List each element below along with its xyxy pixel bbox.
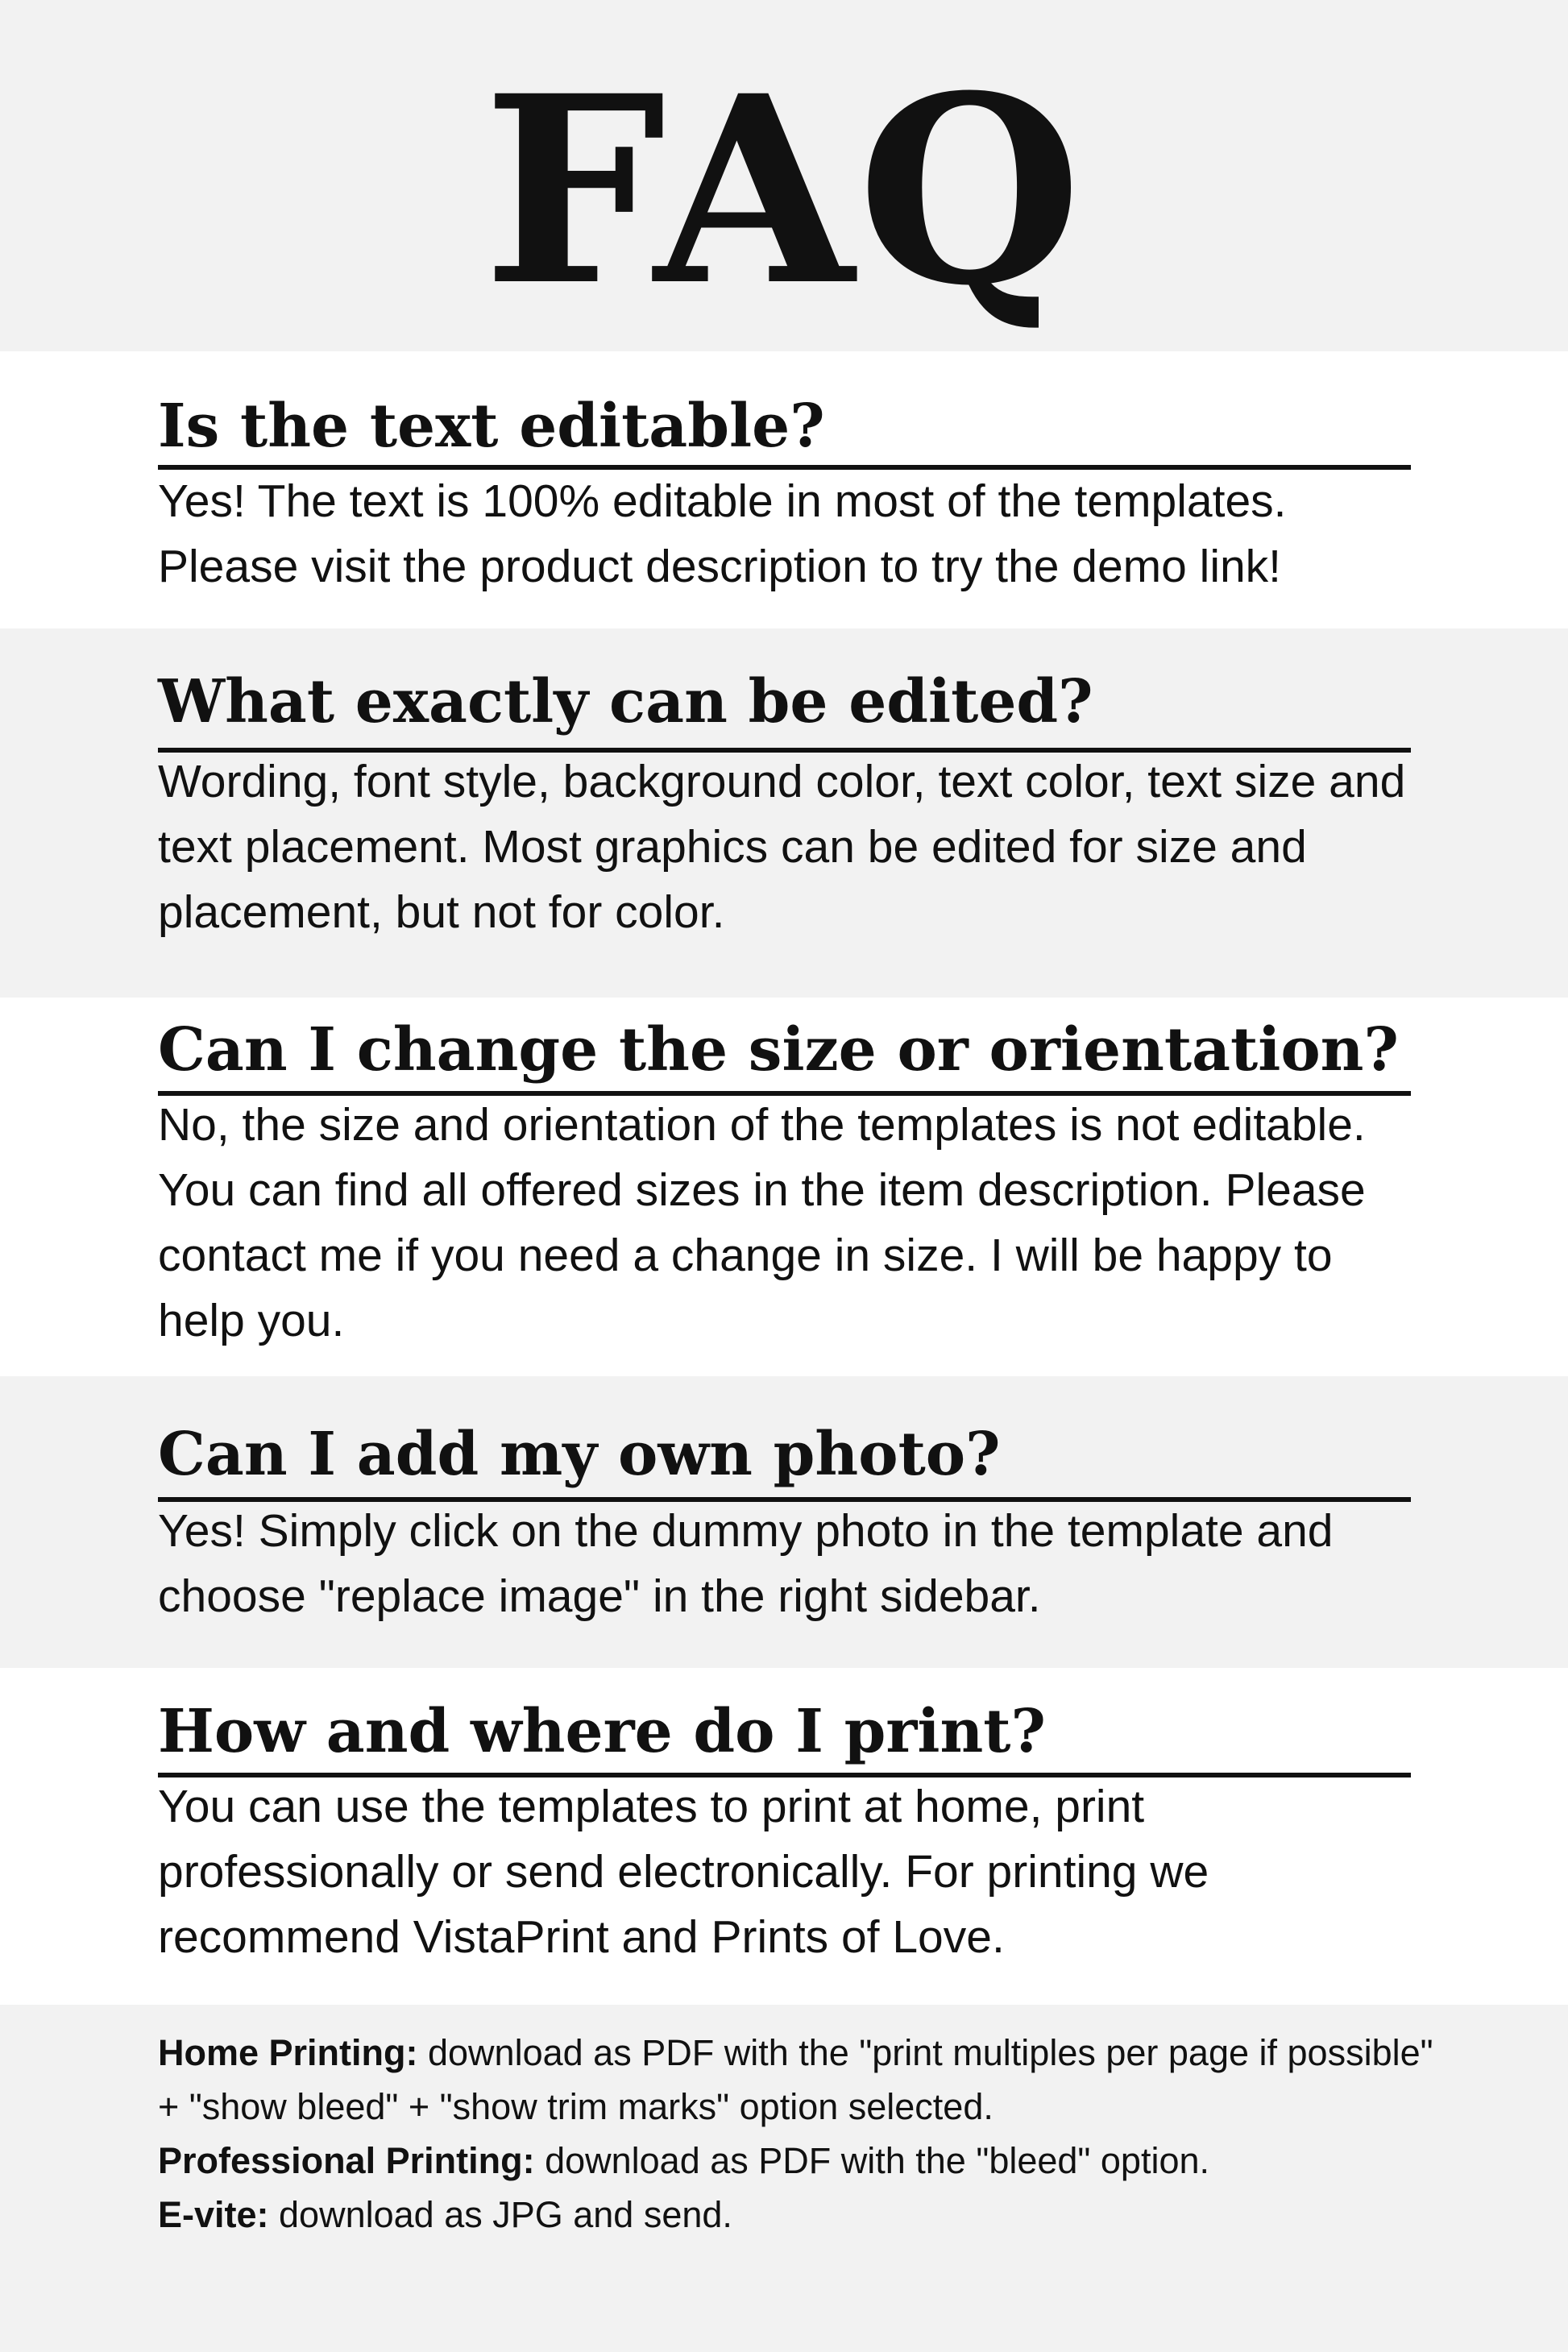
faq-question: Can I add my own photo? xyxy=(158,1420,1001,1489)
faq-answer: Wording, font style, background color, text color, text size and text placement. Most graphics can be edited for size and placement, but not for color. xyxy=(158,756,1406,938)
faq-answer: Yes! Simply click on the dummy photo in the template and choose "replace image" in the right sidebar. xyxy=(158,1505,1334,1622)
note-e-vite xyxy=(158,2188,1447,2242)
page-title: FAQ xyxy=(483,40,1085,342)
note-label: Home Printing: xyxy=(158,2032,418,2073)
faq-answer: No, the size and orientation of the templates is not editable. You can find all offered sizes in the item description. Please contact me if you need a change in size. I will be happy to help you. xyxy=(158,1099,1366,1346)
faq-answer: You can use the templates to print at home, print professionally or send electronically. For printing we recommend VistaPrint and Prints of Love. xyxy=(158,1781,1209,1963)
note-professional-printing xyxy=(158,2134,1447,2188)
faq-question: How and where do I print? xyxy=(158,1697,1046,1766)
faq-item xyxy=(0,351,1568,628)
faq-answer: Yes! The text is 100% editable in most of the templates. Please visit the product description to try the demo link! xyxy=(158,475,1287,592)
faq-question: Can I change the size or orientation? xyxy=(158,1015,1399,1085)
header xyxy=(0,0,1568,351)
note-home-printing xyxy=(158,2026,1447,2134)
note-label: Professional Printing: xyxy=(158,2140,535,2181)
faq-item xyxy=(0,1668,1568,2005)
faq-item xyxy=(0,1376,1568,1668)
faq-question: Is the text editable? xyxy=(158,392,825,461)
faq-question: What exactly can be edited? xyxy=(158,667,1093,736)
note-text: download as PDF with the "print multiples per page if possible" + "show bleed" + "show trim marks" option selected. xyxy=(158,2032,1433,2127)
note-label: E-vite: xyxy=(158,2194,269,2235)
print-notes xyxy=(158,2026,1447,2242)
note-text: download as JPG and send. xyxy=(268,2194,732,2235)
faq-item xyxy=(0,628,1568,998)
note-text: download as PDF with the "bleed" option. xyxy=(534,2140,1210,2181)
print-notes-section xyxy=(0,2005,1568,2352)
faq-item xyxy=(0,998,1568,1376)
